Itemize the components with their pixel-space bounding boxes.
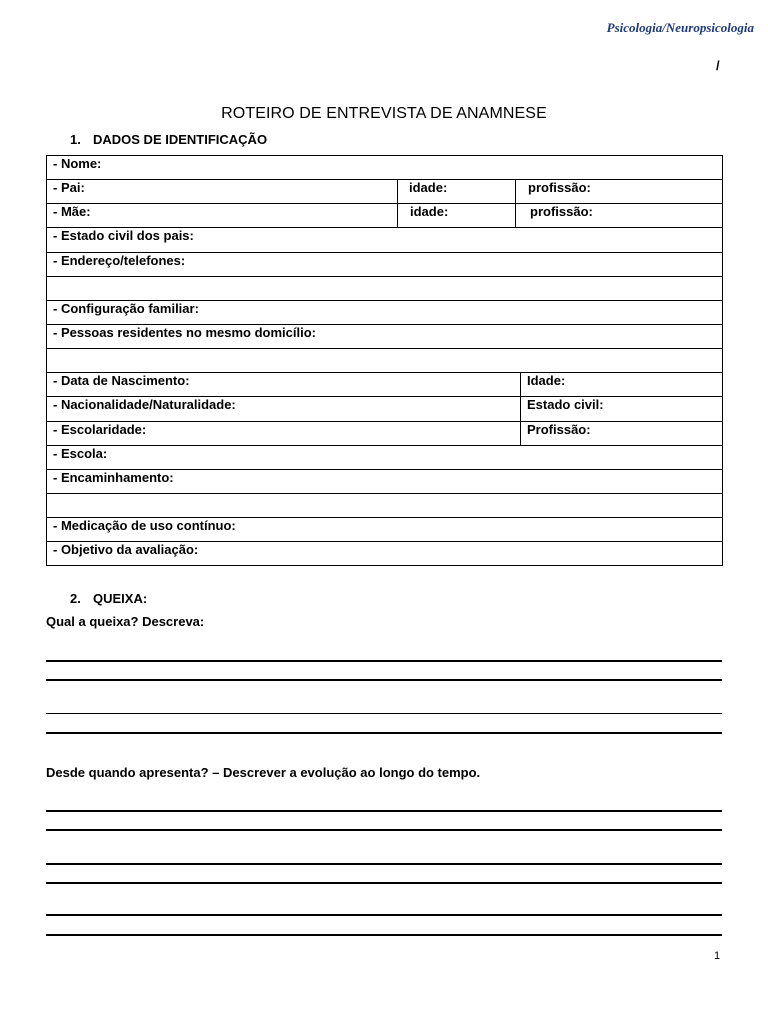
answer-line[interactable] bbox=[46, 882, 722, 884]
page-title: ROTEIRO DE ENTREVISTA DE ANAMNESE bbox=[221, 105, 547, 122]
section-1-label: DADOS DE IDENTIFICAÇÃO bbox=[93, 132, 268, 147]
field-escolaridade[interactable]: - Escolaridade: bbox=[47, 422, 521, 446]
section-1-number: 1. bbox=[70, 132, 81, 147]
field-escola[interactable]: - Escola: bbox=[47, 446, 723, 470]
field-pai-profissao[interactable]: profissão: bbox=[516, 180, 723, 204]
section-2-number: 2. bbox=[70, 591, 81, 606]
answer-line[interactable] bbox=[46, 679, 722, 681]
field-objetivo[interactable]: - Objetivo da avaliação: bbox=[47, 542, 723, 566]
field-mae[interactable]: - Mãe: bbox=[47, 204, 398, 228]
answer-line[interactable] bbox=[46, 732, 722, 734]
answer-line[interactable] bbox=[46, 863, 722, 865]
field-profissao[interactable]: Profissão: bbox=[521, 422, 723, 446]
field-encaminhamento-blank[interactable] bbox=[47, 494, 723, 518]
field-nacionalidade[interactable]: - Nacionalidade/Naturalidade: bbox=[47, 397, 521, 422]
field-configuracao[interactable]: - Configuração familiar: bbox=[47, 301, 723, 325]
section-2-heading bbox=[70, 591, 147, 606]
field-pai[interactable]: - Pai: bbox=[47, 180, 398, 204]
field-endereco-blank[interactable] bbox=[47, 277, 723, 301]
field-idade[interactable]: Idade: bbox=[521, 373, 723, 397]
answer-line[interactable] bbox=[46, 934, 722, 936]
header-brand: Psicologia/Neuropsicologia bbox=[606, 20, 754, 35]
section-1-heading bbox=[70, 132, 267, 147]
field-estado-civil-pais[interactable]: - Estado civil dos pais: bbox=[47, 228, 723, 253]
field-endereco[interactable]: - Endereço/telefones: bbox=[47, 253, 723, 277]
section-2-label: QUEIXA: bbox=[93, 591, 148, 606]
answer-line[interactable] bbox=[46, 713, 722, 714]
question-queixa: Qual a queixa? Descreva: bbox=[46, 614, 205, 629]
field-pessoas-blank[interactable] bbox=[47, 349, 723, 373]
answer-line[interactable] bbox=[46, 660, 722, 662]
field-pai-idade[interactable]: idade: bbox=[398, 180, 516, 204]
field-medicacao[interactable]: - Medicação de uso contínuo: bbox=[47, 518, 723, 542]
question-evolucao: Desde quando apresenta? – Descrever a evolução ao longo do tempo. bbox=[46, 765, 481, 780]
identification-table bbox=[46, 155, 723, 566]
field-mae-profissao[interactable]: profissão: bbox=[516, 204, 723, 228]
answer-line[interactable] bbox=[46, 810, 722, 812]
field-pessoas[interactable]: - Pessoas residentes no mesmo domicílio: bbox=[47, 325, 723, 349]
header-slash: / bbox=[716, 58, 720, 73]
field-mae-idade[interactable]: idade: bbox=[398, 204, 516, 228]
field-nome[interactable]: - Nome: bbox=[47, 156, 723, 180]
field-nascimento[interactable]: - Data de Nascimento: bbox=[47, 373, 521, 397]
field-encaminhamento[interactable]: - Encaminhamento: bbox=[47, 470, 723, 494]
page-number: 1 bbox=[714, 950, 721, 962]
answer-line[interactable] bbox=[46, 829, 722, 831]
answer-line[interactable] bbox=[46, 914, 722, 916]
field-estado-civil[interactable]: Estado civil: bbox=[521, 397, 723, 422]
